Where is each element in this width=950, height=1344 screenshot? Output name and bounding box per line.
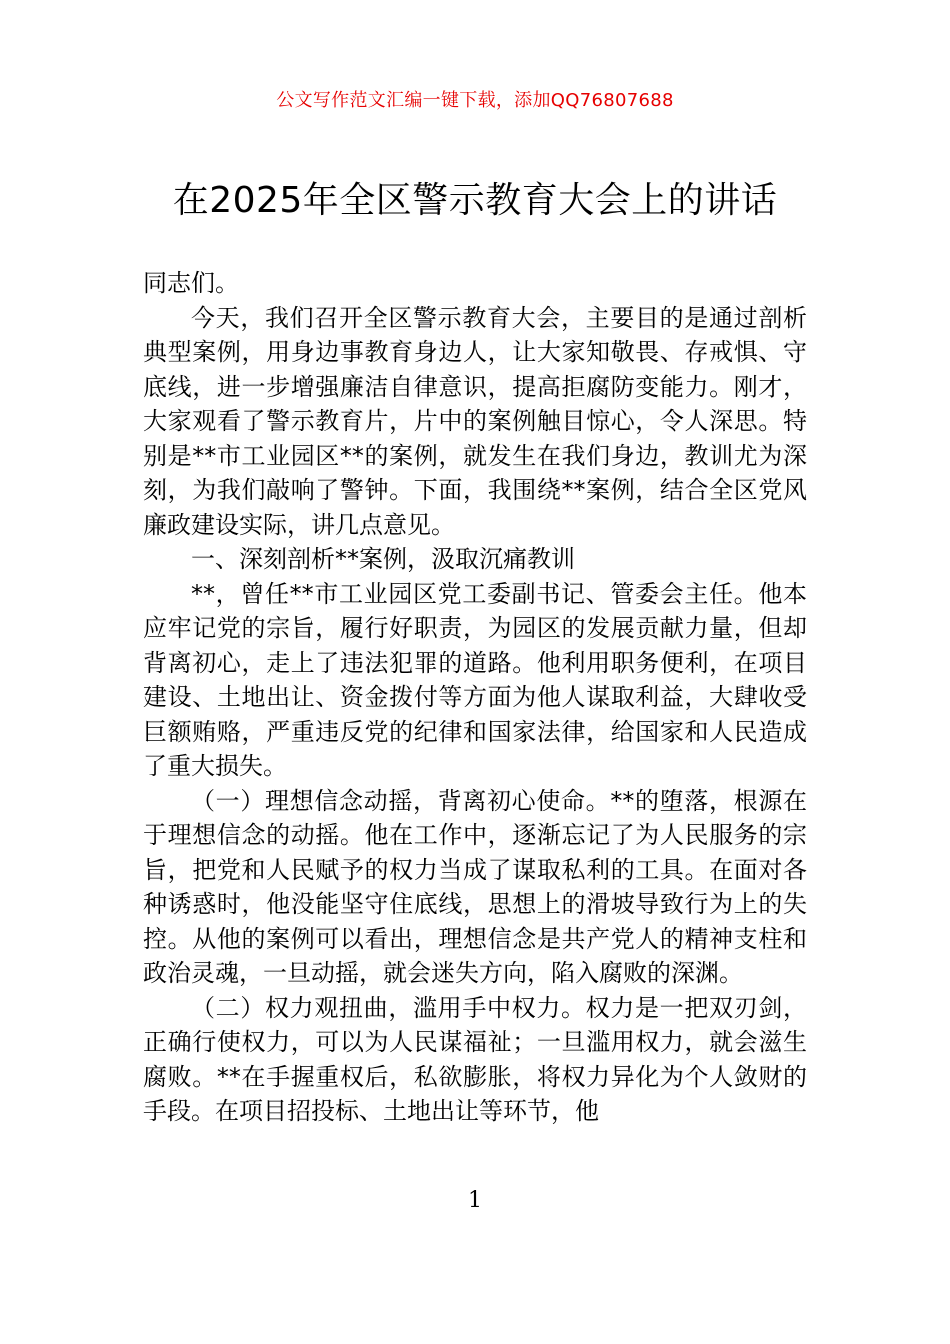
document-title: 在2025年全区警示教育大会上的讲话 [172, 180, 778, 221]
paragraph-point-2: （二）权力观扭曲，滥用手中权力。权力是一把双刃剑，正确行使权力，可以为人民谋福祉；一旦滥用权力，就会滋生腐败。**在手握重权后，私欲膨胀，将权力异化为个人敛财的手段。在项目招投标、土地出让等环节，他 [143, 993, 807, 1125]
section-heading-1: 一、深刻剖析**案例，汲取沉痛教训 [191, 545, 575, 573]
download-banner: 公文写作范文汇编一键下载，添加QQ76807688 [276, 90, 674, 111]
paragraph-point-1: （一）理想信念动摇，背离初心使命。**的堕落，根源在于理想信念的动摇。他在工作中，逐渐忘记了为人民服务的宗旨，把党和人民赋予的权力当成了谋取私利的工具。在面对各种诱惑时，他没能坚守住底线，思想上的滑坡导致行为上的失控。从他的案例可以看出，理想信念是共产党人的精神支柱和政治灵魂，一旦动摇，就会迷失方向，陷入腐败的深渊。 [143, 786, 807, 987]
document-body [143, 266, 807, 1129]
paragraph-intro: 今天，我们召开全区警示教育大会，主要目的是通过剖析典型案例，用身边事教育身边人，让大家知敬畏、存戒惧、守底线，进一步增强廉洁自律意识，提高拒腐防变能力。刚才，大家观看了警示教育片，片中的案例触目惊心，令人深思。特别是**市工业园区**的案例，就发生在我们身边，教训尤为深刻，为我们敲响了警钟。下面，我围绕**案例，结合全区党风廉政建设实际，讲几点意见。 [143, 303, 807, 539]
salutation: 同志们。 [143, 269, 239, 297]
paragraph-case-summary: **，曾任**市工业园区党工委副书记、管委会主任。他本应牢记党的宗旨，履行好职责，为园区的发展贡献力量，但却背离初心，走上了违法犯罪的道路。他利用职务便利，在项目建设、土地出让、资金拨付等方面为他人谋取利益，大肆收受巨额贿赂，严重违反党的纪律和国家法律，给国家和人民造成了重大损失。 [143, 579, 807, 780]
page-number: 1 [468, 1188, 482, 1213]
